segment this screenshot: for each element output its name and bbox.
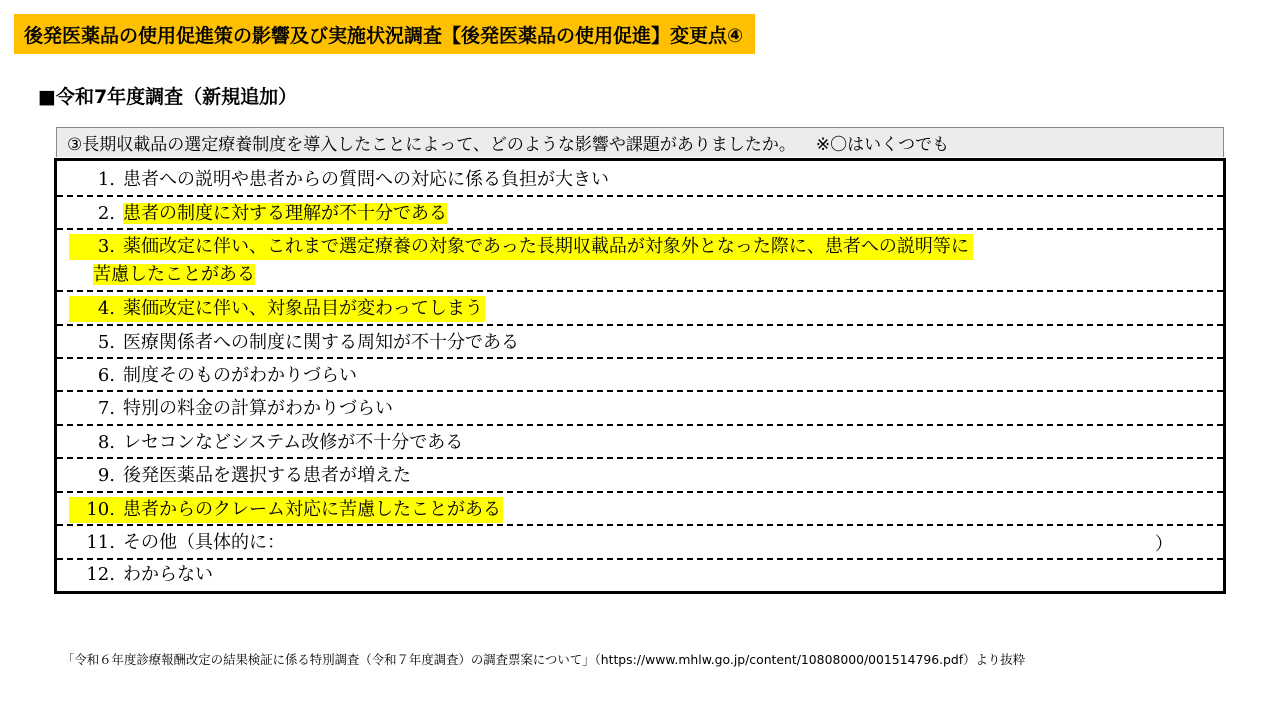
option-text: 後発医薬品を選択する患者が増えた xyxy=(123,465,411,486)
option-text: わからない xyxy=(123,564,213,585)
option-number: 3. xyxy=(97,236,115,257)
option-number: 12. xyxy=(86,564,115,585)
option-line xyxy=(69,396,393,422)
option-6 xyxy=(57,359,1223,392)
slide-title-text: 後発医薬品の使用促進策の影響及び実施状況調査【後発医薬品の使用促進】変更点④ xyxy=(24,24,744,47)
option-number: 10. xyxy=(86,499,115,520)
slide-title xyxy=(14,14,755,54)
option-5 xyxy=(57,326,1223,359)
option-line-highlighted xyxy=(69,234,973,260)
option-line xyxy=(69,167,609,193)
option-4 xyxy=(57,292,1223,326)
close-paren: ） xyxy=(1155,534,1173,555)
option-number: 7. xyxy=(97,398,115,419)
option-line xyxy=(69,330,519,356)
question-note: ※〇はいくつでも xyxy=(815,135,950,155)
question-text: ③長期収載品の選定療養制度を導入したことによって、どのような影響や課題がありましたか。 xyxy=(67,135,796,155)
option-7 xyxy=(57,392,1223,426)
option-3 xyxy=(57,230,1223,292)
option-line xyxy=(93,262,255,288)
option-text: 患者への説明や患者からの質問への対応に係る負担が大きい xyxy=(123,169,609,190)
option-2 xyxy=(57,197,1223,230)
option-line xyxy=(69,363,357,389)
option-line-highlighted xyxy=(69,296,485,322)
option-line xyxy=(69,430,463,456)
option-line xyxy=(69,463,411,489)
option-text: 薬価改定に伴い、これまで選定療養の対象であった長期収載品が対象外となった際に、患者への説明等に xyxy=(123,236,969,257)
option-number: 2. xyxy=(97,203,115,224)
section-heading: ■令和7年度調査（新規追加） xyxy=(38,86,298,108)
option-line xyxy=(69,562,213,588)
option-text-continued: 苦慮したことがある xyxy=(93,264,255,285)
option-number: 11. xyxy=(86,532,115,553)
option-10 xyxy=(57,493,1223,526)
option-number: 9. xyxy=(97,465,115,486)
option-text-highlighted: 患者の制度に対する理解が不十分である xyxy=(123,203,447,224)
option-line-highlighted xyxy=(69,497,503,523)
option-11 xyxy=(57,526,1223,560)
option-text: 医療関係者への制度に関する周知が不十分である xyxy=(123,332,519,353)
option-text: 患者からのクレーム対応に苦慮したことがある xyxy=(123,499,501,520)
option-text: その他（具体的に： xyxy=(123,532,285,553)
option-text: レセコンなどシステム改修が不十分である xyxy=(123,432,464,453)
option-number: 1. xyxy=(97,169,115,190)
question-header xyxy=(56,127,1224,157)
option-1 xyxy=(57,161,1223,197)
option-text: 薬価改定に伴い、対象品目が変わってしまう xyxy=(123,298,483,319)
option-number: 4. xyxy=(97,298,115,319)
options-list xyxy=(54,158,1226,594)
option-number: 5. xyxy=(97,332,115,353)
option-9 xyxy=(57,459,1223,493)
option-text: 制度そのものがわかりづらい xyxy=(123,365,357,386)
option-8 xyxy=(57,426,1223,459)
option-line xyxy=(69,201,447,227)
option-line xyxy=(69,530,285,556)
option-12 xyxy=(57,560,1223,591)
option-text: 特別の料金の計算がわかりづらい xyxy=(123,398,393,419)
source-citation: 「令和６年度診療報酬改定の結果検証に係る特別調査（令和７年度調査）の調査票案について」（https://www.mhlw.go.jp/content/10808000/001514796.pdf）より抜粋 xyxy=(62,652,1026,667)
option-number: 6. xyxy=(97,365,115,386)
option-number: 8. xyxy=(97,432,115,453)
